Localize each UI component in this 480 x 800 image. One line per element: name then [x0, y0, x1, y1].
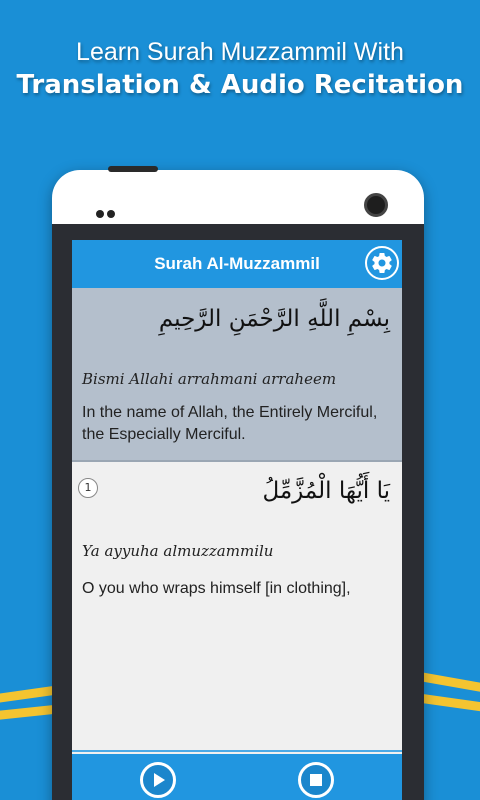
app-title: Surah Al-Muzzammil: [154, 254, 320, 273]
bismillah-transliteration: Bismi Allahi arrahmani arraheem: [82, 370, 337, 388]
sensor-dot: [96, 210, 104, 218]
verse-translation: O you who wraps himself [in clothing],: [82, 580, 351, 597]
verse-number-badge: 1: [78, 478, 98, 498]
decorative-stripe: [420, 694, 480, 715]
stop-icon: [308, 772, 324, 788]
divider: [72, 750, 402, 752]
settings-button[interactable]: [365, 246, 399, 280]
promo-header: [0, 36, 480, 102]
decorative-stripe: [420, 672, 480, 696]
play-icon: [149, 771, 167, 789]
audio-player-bar: [72, 754, 402, 800]
promo-title-line1: Learn Surah Muzzammil With: [76, 38, 404, 66]
verse-card[interactable]: [72, 464, 402, 750]
stop-button[interactable]: [298, 762, 334, 798]
app-screen: [72, 240, 402, 800]
bismillah-arabic: بِسْمِ اللَّهِ الرَّحْمَنِ الرَّحِيمِ: [158, 306, 390, 332]
sensor-dot: [107, 210, 115, 218]
verse-transliteration: Ya ayyuha almuzzammilu: [82, 542, 274, 560]
bismillah-translation: In the name of Allah, the Entirely Merciful, the Especially Merciful.: [82, 404, 378, 443]
phone-top-button: [108, 166, 158, 172]
bismillah-card: [72, 288, 402, 462]
play-button[interactable]: [140, 762, 176, 798]
promo-title-line2: Translation & Audio Recitation: [16, 70, 464, 100]
verse-arabic: يَا أَيُّهَا الْمُزَّمِّلُ: [262, 478, 390, 504]
app-bar: [72, 240, 402, 288]
phone-sensors: [96, 203, 118, 222]
camera-icon: [364, 193, 388, 217]
gear-icon: [370, 251, 394, 275]
